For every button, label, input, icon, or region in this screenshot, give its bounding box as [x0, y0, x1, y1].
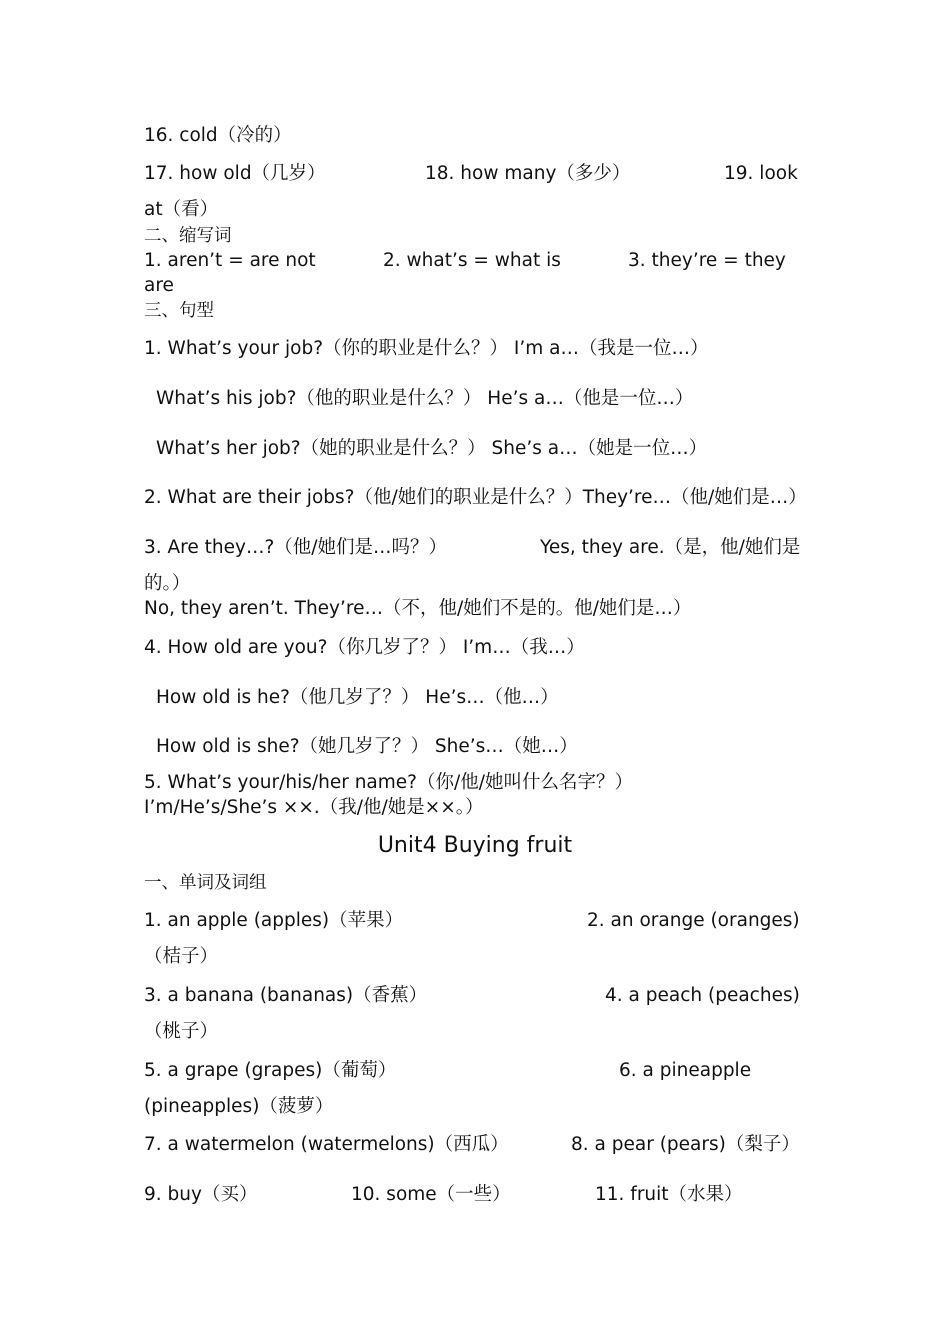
- pattern-5: 5. What’s your/his/her name?（你/他/她叫什么名字？）: [144, 772, 633, 793]
- vocab-item-19-cont: at（看）: [144, 199, 219, 220]
- abbr-item-3: 3. they’re = they: [628, 250, 786, 271]
- fruit-item-10: 10. some（一些）: [351, 1184, 511, 1205]
- pattern-1: 1. What’s your job?（你的职业是什么？） I’m a…（我是一位…）: [144, 338, 709, 359]
- section-heading-patterns: 三、句型: [144, 301, 214, 321]
- abbr-item-2: 2. what’s = what is: [383, 250, 561, 271]
- pattern-3: 3. Are they…?（他/她们是…吗？）: [144, 537, 448, 558]
- pattern-3-yes-cont: 的。）: [144, 573, 191, 594]
- fruit-item-2: 2. an orange (oranges): [587, 910, 800, 931]
- fruit-item-2-cont: （桔子）: [144, 946, 219, 967]
- pattern-4: 4. How old are you?（你几岁了？） I’m…（我…）: [144, 637, 585, 658]
- vocab-item-18: 18. how many（多少）: [425, 163, 631, 184]
- fruit-item-6-cont: (pineapples)（菠萝）: [144, 1096, 334, 1117]
- pattern-2: 2. What are their jobs?（他/她们的职业是什么？）They’re…（他/她们是…）: [144, 487, 807, 508]
- pattern-4-he: How old is he?（他几岁了？） He’s…（他…）: [156, 687, 559, 708]
- section-heading-vocabulary: 一、单词及词组: [144, 873, 267, 893]
- fruit-item-9: 9. buy（买）: [144, 1184, 258, 1205]
- vocab-item-16: 16. cold（冷的）: [144, 125, 292, 146]
- fruit-item-7: 7. a watermelon (watermelons)（西瓜）: [144, 1134, 509, 1155]
- fruit-item-8: 8. a pear (pears)（梨子）: [571, 1134, 800, 1155]
- section-heading-abbreviations: 二、缩写词: [144, 226, 232, 246]
- fruit-item-5: 5. a grape (grapes)（葡萄）: [144, 1060, 397, 1081]
- fruit-item-6: 6. a pineapple: [619, 1060, 752, 1081]
- fruit-item-11: 11. fruit（水果）: [595, 1184, 743, 1205]
- fruit-item-4: 4. a peach (peaches): [605, 985, 800, 1006]
- pattern-4-she: How old is she?（她几岁了？） She’s…（她…）: [156, 736, 578, 757]
- fruit-item-4-cont: （桃子）: [144, 1021, 219, 1042]
- pattern-1-his: What’s his job?（他的职业是什么？） He’s a…（他是一位…）: [156, 388, 694, 409]
- vocab-item-19: 19. look: [724, 163, 798, 184]
- pattern-3-no: No, they aren’t. They’re…（不，他/她们不是的。他/她们是…）: [144, 598, 692, 619]
- vocab-item-17: 17. how old（几岁）: [144, 163, 326, 184]
- abbr-item-3-cont: are: [144, 275, 174, 296]
- pattern-3-yes: Yes, they are.（是，他/她们是: [540, 537, 801, 558]
- abbr-item-1: 1. aren’t = are not: [144, 250, 316, 271]
- fruit-item-3: 3. a banana (bananas)（香蕉）: [144, 985, 428, 1006]
- pattern-5-answer: I’m/He’s/She’s ××.（我/他/她是××。）: [144, 797, 484, 818]
- pattern-1-her: What’s her job?（她的职业是什么？） She’s a…（她是一位…）: [156, 438, 708, 459]
- unit-title: Unit4 Buying fruit: [377, 833, 573, 858]
- fruit-item-1: 1. an apple (apples)（苹果）: [144, 910, 404, 931]
